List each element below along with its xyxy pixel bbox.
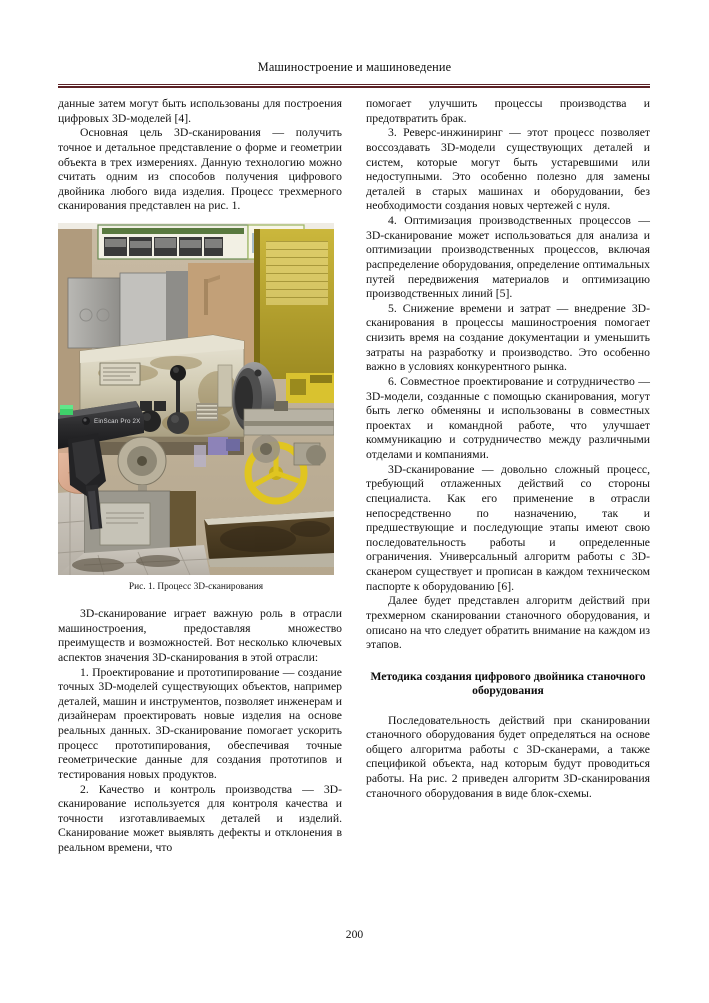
right-column bbox=[366, 97, 650, 801]
header-rule-thin bbox=[58, 84, 650, 85]
lathe-3d-scanning-photograph bbox=[58, 223, 334, 575]
paragraph: 6. Совместное проектирование и сотрудничество — 3D-модели, созданные с помощью сканирования, могут быть легко обменяны и использованы в совместных проектах и командной работе, что улучшает коммуникацию и сотрудничество между различными отделами и компаниями. bbox=[366, 374, 650, 461]
figure-1-caption: Рис. 1. Процесс 3D-сканирования bbox=[128, 582, 264, 592]
header-rule bbox=[58, 84, 650, 88]
header-rule-thick bbox=[58, 86, 650, 88]
paragraph: Последовательность действий при сканировании станочного оборудования будет определяться на основе общего алгоритма работы с 3D-сканерами, а также спецификой объекта, над которым будут проводиться работы. На рис. 2 приведен алгоритм 3D-сканирования станочного оборудования в виде блок-схемы. bbox=[366, 713, 650, 800]
paragraph: 1. Проектирование и прототипирование — создание точных 3D-моделей существующих объектов, например деталей, машин и инструментов, позволяет инженерам и дизайнерам проектировать новые изделия на основе реальных данных. 3D-сканирование помогает ускорить процесс прототипирования, обеспечивая точные геометрические данные для создания прототипов и тестирования новых продуктов. bbox=[58, 665, 342, 781]
paragraph: 5. Снижение времени и затрат — внедрение 3D-сканирования в процессы машиностроения помогает снизить время на создание документации и уменьшить затраты на разработку и производство. Это особенно важно в условиях конкурентного рынка. bbox=[366, 301, 650, 374]
paragraph: Основная цель 3D-сканирования — получить точное и детальное представление о форме и геометрии объекта в трех измерениях. Данную технологию можно считать одним из способов получения цифрового двойника любого вида изделия. Процесс трехмерного сканирования представлен на рис. 1. bbox=[58, 126, 342, 213]
paragraph: 3. Реверс-инжиниринг — этот процесс позволяет воссоздавать 3D-модели существующих деталей и систем, которые могут быть устаревшими или недоступными. Это особенно полезно для замены деталей в старых машинах и оборудовании, без необходимости создания новых чертежей с нуля. bbox=[366, 126, 650, 213]
left-column bbox=[58, 97, 342, 856]
page-number: 200 bbox=[345, 928, 364, 941]
figure-1-photo bbox=[58, 223, 334, 575]
paragraph: 3D-сканирование играет важную роль в отрасли машиностроения, предоставляя множество преимуществ и возможностей. Вот несколько ключевых аспектов значения 3D-сканирования в этой отрасли: bbox=[58, 607, 342, 664]
paragraph: 2. Качество и контроль производства — 3D-сканирование используется для контроля качества и точности изготавливаемых деталей и изделий. Сканирование может выявлять дефекты и отклонения в реальном времени, что bbox=[58, 782, 342, 854]
svg-text:EinScan Pro 2X: EinScan Pro 2X bbox=[94, 418, 141, 425]
running-head: Машиностроение и машиноведение bbox=[257, 60, 452, 74]
paragraph: 3D-сканирование — довольно сложный процесс, требующий отлаженных действий со стороны специалиста. Как его применение в отрасли непосредственно по назначению, так и предшествующие и последующие этапы имеют свою последовательность работы и определенные ограничения. Универсальный алгоритм работы с 3D-сканером существует и прописан в каждом техническом паспорте к оборудованию [6]. bbox=[366, 462, 650, 593]
figure-1 bbox=[58, 223, 334, 593]
section-heading: Методика создания цифрового двойника станочного оборудования bbox=[370, 669, 646, 698]
paragraph: помогает улучшить процессы производства и предотвратить брак. bbox=[366, 97, 650, 125]
paragraph: данные затем могут быть использованы для построения цифровых 3D-моделей [4]. bbox=[58, 97, 342, 125]
paragraph: 4. Оптимизация производственных процессов — 3D-сканирование может использоваться для анализа и оптимизации производственных процессов, включая распределение оборудования, определение оптимальных путей передвижения материалов и оптимизацию производственных линий [5]. bbox=[366, 214, 650, 301]
paragraph: Далее будет представлен алгоритм действий при трехмерном сканировании станочного оборудования, и описано на что следует обратить внимание на каждом из этапов. bbox=[366, 594, 650, 652]
